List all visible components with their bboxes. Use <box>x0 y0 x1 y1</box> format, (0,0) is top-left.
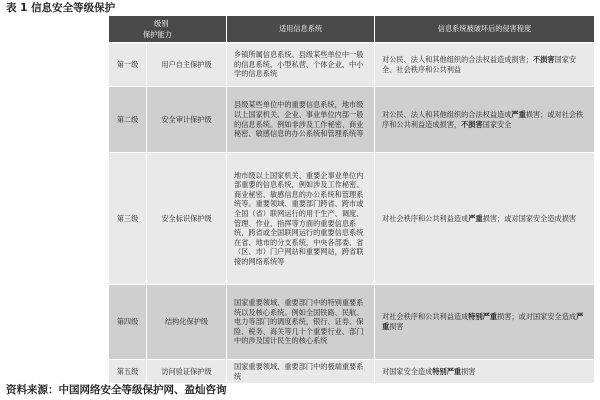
harm-emphasis: 特别严重 <box>432 366 462 376</box>
capability-cell: 安全审计保护级 <box>147 87 227 153</box>
capability-cell: 结构化保护级 <box>147 285 227 360</box>
table-header-row <box>109 16 595 43</box>
harm-text: 损害；或对国家安全造成 <box>497 312 577 322</box>
header-level-capability <box>109 16 227 43</box>
systems-cell: 县级某些单位中的重要信息系统，地市级以上国家机关、企业、事业单位内部一般的信息系统。例如非涉及工作秘密、商业秘密、敏感信息的办公系统和管理系统等 <box>227 87 375 153</box>
harm-emphasis: 特别严重 <box>468 312 498 322</box>
harm-text: 对社会秩序和公共利益造成 <box>382 312 469 322</box>
harm-emphasis: 严重 <box>511 109 526 119</box>
table-row <box>109 153 595 285</box>
harm-cell <box>375 43 595 87</box>
harm-text: 对国家安全造成 <box>382 366 433 376</box>
harm-emphasis: 不损害 <box>532 54 555 64</box>
harm-cell <box>375 285 595 360</box>
table-row <box>109 285 595 360</box>
harm-emphasis: 不损害 <box>461 119 483 129</box>
harm-text: 国家安全 <box>482 119 512 129</box>
harm-emphasis: 严重 <box>468 213 483 223</box>
harm-cell <box>375 153 595 285</box>
security-level-table <box>108 15 595 384</box>
table-row <box>109 360 595 384</box>
systems-cell: 国家重要领域、重要部门中的极端重要系统 <box>227 360 375 384</box>
systems-cell: 乡镇所属信息系统、县级某些单位中一般的信息系统、小型私营、个体企业、中小学的信息系统 <box>227 43 375 87</box>
source-note: 资料来源：中国网络安全等级保护网、盈灿咨询 <box>6 384 227 396</box>
level-cell: 第五级 <box>109 360 147 384</box>
systems-cell: 地市级以上国家机关、重要企事业单位内部重要的信息系统，例如涉及工作秘密、商业秘密、敏感信息的办公系统和管理系统等。重要领域、重要部门跨省、跨市或全国（省）联网运行的用于生产、调度、管理、作业、指挥等方面的重要信息系统，跨省或全国联网运行的重要信息系统在省、地市的分支系统，中央各部委、省（区、市）门户网站和重要网站，跨省联接的网络系统等 <box>227 153 375 285</box>
harm-text: 损害；或对国家安全造成损害 <box>482 213 577 223</box>
level-cell: 第三级 <box>109 153 147 285</box>
systems-cell: 国家重要领域、重要部门中的特别重要系统以及核心系统。例如全国铁路、民航、电力等部门的调度系统，银行、证券、保险、税务、海关等几十个重要行业、部门中的涉及国计民生的核心系统 <box>227 285 375 360</box>
harm-text: 对公民、法人和其他组织的合法权益造成 <box>382 109 512 119</box>
capability-cell: 安全标识保护级 <box>147 153 227 285</box>
harm-text: 对社会秩序和公共利益造成 <box>382 213 469 223</box>
capability-cell: 访问验证保护级 <box>147 360 227 384</box>
harm-text: 损害 <box>461 366 476 376</box>
header-systems: 适用信息系统 <box>227 16 375 43</box>
header-capability-label: 保护能力 <box>143 30 172 39</box>
harm-text: 损害；或对社会秩序和公共利益造成损害， <box>382 109 584 129</box>
harm-cell <box>375 87 595 153</box>
table-row <box>109 87 595 153</box>
table-title: 表 1 信息安全等级保护 <box>6 2 116 14</box>
harm-text: 损害 <box>389 322 404 331</box>
header-harm: 信息系统被破坏后的侵害程度 <box>375 16 595 43</box>
capability-cell: 用户自主保护级 <box>147 43 227 87</box>
harm-text: 国家安全、社会秩序和公共利益 <box>382 54 577 74</box>
harm-emphasis: 严重 <box>382 312 584 331</box>
harm-cell <box>375 360 595 384</box>
level-cell: 第二级 <box>109 87 147 153</box>
table-row <box>109 43 595 87</box>
level-cell: 第四级 <box>109 285 147 360</box>
header-level-label: 级别 <box>154 19 169 28</box>
harm-text: 对公民、法人和其他组织的合法权益造成损害； <box>382 54 533 64</box>
level-cell: 第一级 <box>109 43 147 87</box>
